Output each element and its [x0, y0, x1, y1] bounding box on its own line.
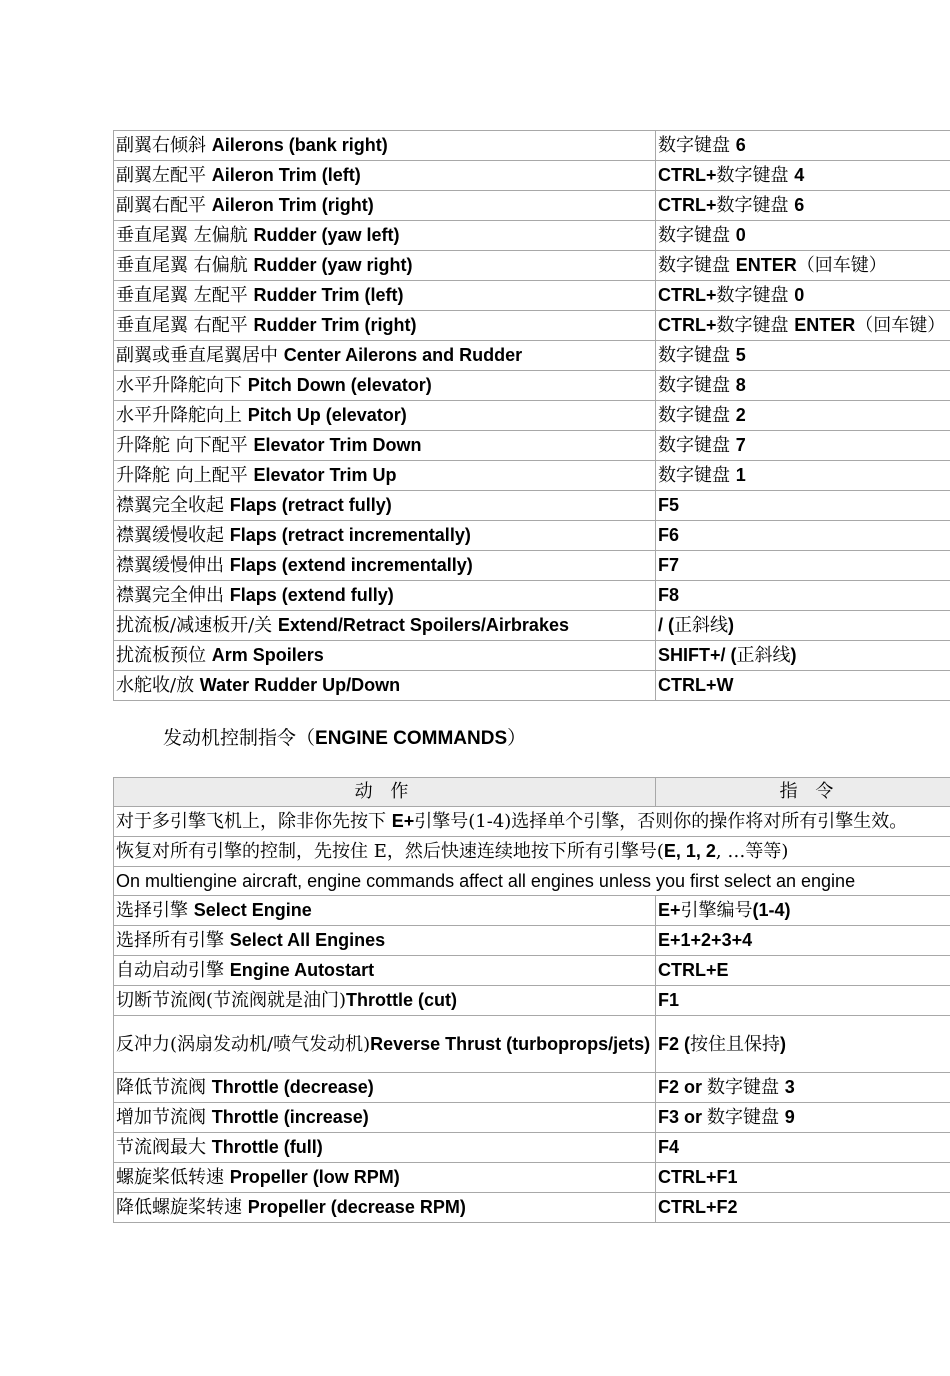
action-en: Throttle (cut) — [346, 990, 458, 1010]
action-cell — [114, 491, 656, 521]
command-cell — [656, 1073, 950, 1103]
note-row-2 — [114, 837, 950, 867]
action-cell — [114, 581, 656, 611]
action-en: Rudder (yaw right) — [253, 255, 413, 275]
command-key2: 3 — [784, 1077, 795, 1097]
action-cn: 切断节流阀(节流阀就是油门) — [116, 990, 347, 1011]
flight-controls-table — [113, 130, 950, 701]
command-key: CTRL+F1 — [658, 1167, 738, 1187]
command-key: / ( — [658, 615, 674, 635]
command-key-post: 数字键盘 — [716, 315, 795, 336]
command-key: 6 — [735, 135, 746, 155]
command-cell — [656, 551, 950, 581]
action-cn: 选择所有引擎 — [116, 930, 230, 951]
action-en: Aileron Trim (right) — [211, 195, 374, 215]
command-key: 7 — [735, 435, 746, 455]
table-row — [114, 131, 950, 161]
note-line-3: On multiengine aircraft, engine commands affect all engines unless you first select an engine — [114, 867, 950, 896]
command-key-post: 数字键盘 — [716, 285, 795, 306]
command-key-post: 正斜线 — [674, 615, 728, 636]
command-key2: 9 — [784, 1107, 795, 1127]
action-en: Propeller (low RPM) — [229, 1167, 400, 1187]
action-cn: 水平升降舵向上 — [116, 405, 248, 426]
engine-commands-table — [113, 777, 950, 1223]
action-en: Flaps (retract incrementally) — [229, 525, 471, 545]
table-row — [114, 161, 950, 191]
action-cn: 增加节流阀 — [116, 1107, 212, 1128]
command-cell — [656, 1133, 950, 1163]
action-en: Aileron Trim (left) — [211, 165, 361, 185]
action-en: Reverse Thrust (turboprops/jets) — [370, 1033, 651, 1054]
command-key: F2 or — [658, 1077, 708, 1097]
command-cell — [656, 311, 950, 341]
action-cn: 降低螺旋桨转速 — [116, 1197, 248, 1218]
header-row — [114, 778, 950, 807]
note-line-2: 恢复对所有引擎的控制，先按住 E，然后快速连续地按下所有引擎号(E, 1, 2, …等等) — [114, 837, 950, 867]
action-en: Extend/Retract Spoilers/Airbrakes — [277, 615, 569, 635]
action-cn: 襟翼缓慢伸出 — [116, 555, 230, 576]
command-key: CTRL+ — [658, 285, 717, 305]
command-key: CTRL+ — [658, 315, 717, 335]
action-en: Throttle (full) — [211, 1137, 323, 1157]
action-cn: 升降舵 向上配平 — [116, 465, 254, 486]
table-row — [114, 1163, 950, 1193]
table-row — [114, 311, 950, 341]
action-en: Engine Autostart — [229, 960, 375, 980]
action-en: Rudder Trim (left) — [253, 285, 404, 305]
table-row — [114, 341, 950, 371]
command-key-post: 正斜线 — [736, 645, 791, 666]
command-key: 5 — [735, 345, 746, 365]
command-key: 8 — [735, 375, 746, 395]
command-key-post: 数字键盘 — [716, 165, 795, 186]
command-key2: 6 — [794, 195, 805, 215]
table-row — [114, 671, 950, 701]
action-en: Rudder Trim (right) — [253, 315, 417, 335]
command-key: E+ — [658, 900, 681, 920]
action-cell — [114, 131, 656, 161]
command-key2: 4 — [794, 165, 805, 185]
action-en: Elevator Trim Up — [253, 465, 397, 485]
action-cn: 升降舵 向下配平 — [116, 435, 254, 456]
command-cell — [656, 1163, 950, 1193]
table-row — [114, 1103, 950, 1133]
action-cn: 降低节流阀 — [116, 1077, 212, 1098]
action-en: Propeller (decrease RPM) — [247, 1197, 466, 1217]
action-cn: 选择引擎 — [116, 900, 194, 921]
action-cell — [114, 1016, 656, 1073]
action-en: Center Ailerons and Rudder — [283, 345, 523, 365]
command-key: F8 — [658, 585, 680, 605]
command-key: F7 — [658, 555, 680, 575]
command-key: E+1+2+3+4 — [658, 930, 753, 950]
table-row — [114, 521, 950, 551]
action-cell — [114, 1193, 656, 1223]
action-cell — [114, 1163, 656, 1193]
action-cn: 垂直尾翼 右配平 — [116, 315, 254, 336]
table-row — [114, 581, 950, 611]
action-cell — [114, 251, 656, 281]
action-en: Flaps (retract fully) — [229, 495, 392, 515]
command-cell — [656, 161, 950, 191]
command-key: F2 ( — [658, 1033, 691, 1054]
command-key-post: 数字键盘 — [716, 195, 795, 216]
action-cell — [114, 341, 656, 371]
command-key: CTRL+ — [658, 165, 717, 185]
command-cell — [656, 956, 950, 986]
action-en: Select Engine — [193, 900, 312, 920]
command-key: 2 — [735, 405, 746, 425]
action-cell — [114, 371, 656, 401]
command-key: F1 — [658, 990, 680, 1010]
command-key: CTRL+W — [658, 675, 734, 695]
command-cell — [656, 251, 950, 281]
command-key: CTRL+F2 — [658, 1197, 738, 1217]
command-key: CTRL+ — [658, 195, 717, 215]
action-cn: 襟翼完全收起 — [116, 495, 230, 516]
command-key-post2: （回车键） — [855, 315, 946, 336]
action-cn: 垂直尾翼 左配平 — [116, 285, 254, 306]
action-cell — [114, 986, 656, 1016]
command-cell — [656, 281, 950, 311]
command-key-cn: 数字键盘 — [707, 1107, 785, 1128]
action-cn: 襟翼缓慢收起 — [116, 525, 230, 546]
action-cell — [114, 521, 656, 551]
action-cell — [114, 956, 656, 986]
note-line-1: 对于多引擎飞机上，除非你先按下 E+引擎号(1-4)选择单个引擎，否则你的操作将对所有引擎生效。 — [114, 807, 950, 837]
table-row — [114, 1193, 950, 1223]
command-key-post: （回车键） — [796, 255, 887, 276]
action-cn: 水平升降舵向下 — [116, 375, 248, 396]
command-key2: (1-4) — [752, 900, 791, 920]
table-row — [114, 491, 950, 521]
engine-heading-en: ENGINE COMMANDS — [315, 728, 508, 749]
action-en: Water Rudder Up/Down — [199, 675, 401, 695]
command-key: 0 — [735, 225, 746, 245]
command-cell — [656, 131, 950, 161]
table-row — [114, 551, 950, 581]
command-cell — [656, 431, 950, 461]
command-cell — [656, 1103, 950, 1133]
action-cell — [114, 671, 656, 701]
command-cell — [656, 401, 950, 431]
action-cn: 扰流板预位 — [116, 645, 212, 666]
command-key-pre: 数字键盘 — [658, 255, 736, 276]
command-key-pre: 数字键盘 — [658, 435, 736, 456]
action-en: Select All Engines — [229, 930, 386, 950]
command-key: ENTER — [735, 255, 797, 275]
command-cell — [656, 521, 950, 551]
command-key: SHIFT+/ ( — [658, 645, 737, 665]
note-row-1 — [114, 807, 950, 837]
action-en: Pitch Down (elevator) — [247, 375, 432, 395]
command-key: CTRL+E — [658, 960, 729, 980]
table-row — [114, 956, 950, 986]
engine-commands-heading — [163, 724, 526, 753]
command-cell — [656, 491, 950, 521]
table-row — [114, 281, 950, 311]
action-en: Pitch Up (elevator) — [247, 405, 407, 425]
command-cell — [656, 461, 950, 491]
note-row-3 — [114, 867, 950, 896]
action-cn: 反冲力(涡扇发动机/喷气发动机) — [116, 1033, 371, 1055]
action-cn: 节流阀最大 — [116, 1137, 212, 1158]
action-cn: 垂直尾翼 右偏航 — [116, 255, 254, 276]
table-row — [114, 641, 950, 671]
action-cn: 水舵收/放 — [116, 675, 200, 696]
action-cn: 副翼或垂直尾翼居中 — [116, 345, 284, 366]
action-cn: 副翼右倾斜 — [116, 135, 212, 156]
engine-heading-cn: 发动机控制指令（ — [163, 727, 316, 749]
command-cell — [656, 671, 950, 701]
action-cell — [114, 191, 656, 221]
command-key-pre: 数字键盘 — [658, 465, 736, 486]
command-key: 1 — [735, 465, 746, 485]
table-row — [114, 926, 950, 956]
command-key: F6 — [658, 525, 680, 545]
action-cell — [114, 221, 656, 251]
command-key-pre: 数字键盘 — [658, 225, 736, 246]
table-row — [114, 1016, 950, 1073]
command-cell — [656, 371, 950, 401]
action-cell — [114, 641, 656, 671]
command-key2: ) — [790, 645, 797, 665]
action-cell — [114, 1103, 656, 1133]
action-cell — [114, 1133, 656, 1163]
command-cell — [656, 1193, 950, 1223]
command-key-pre: 数字键盘 — [658, 345, 736, 366]
command-cell — [656, 341, 950, 371]
table-row — [114, 611, 950, 641]
table-row — [114, 1073, 950, 1103]
command-cell — [656, 896, 950, 926]
action-en: Rudder (yaw left) — [253, 225, 400, 245]
command-key: F3 or — [658, 1107, 708, 1127]
table-row — [114, 896, 950, 926]
table-row — [114, 191, 950, 221]
action-cell — [114, 281, 656, 311]
engine-heading-end: ） — [507, 727, 527, 749]
action-cell — [114, 611, 656, 641]
command-key2: ) — [728, 615, 734, 635]
table-row — [114, 251, 950, 281]
table-row — [114, 431, 950, 461]
action-cell — [114, 161, 656, 191]
command-cell — [656, 221, 950, 251]
command-cell — [656, 581, 950, 611]
command-key-pre: 数字键盘 — [658, 375, 736, 396]
action-cn: 扰流板/减速板开/关 — [116, 615, 278, 636]
command-cell — [656, 926, 950, 956]
action-cell — [114, 926, 656, 956]
action-cn: 螺旋桨低转速 — [116, 1167, 230, 1188]
command-cell — [656, 986, 950, 1016]
action-en: Throttle (increase) — [211, 1107, 369, 1127]
table-row — [114, 986, 950, 1016]
table-row — [114, 401, 950, 431]
action-en: Arm Spoilers — [211, 645, 324, 665]
action-cn: 副翼左配平 — [116, 165, 212, 186]
action-en: Flaps (extend incrementally) — [229, 555, 473, 575]
action-cell — [114, 896, 656, 926]
action-cell — [114, 431, 656, 461]
command-key-cn: 数字键盘 — [707, 1077, 785, 1098]
header-command: 指 令 — [656, 778, 950, 807]
command-key-cn: 引擎编号 — [680, 900, 753, 921]
command-cell — [656, 191, 950, 221]
action-cn: 垂直尾翼 左偏航 — [116, 225, 254, 246]
command-cell — [656, 611, 950, 641]
action-cell — [114, 311, 656, 341]
command-key2: 0 — [794, 285, 805, 305]
command-cell — [656, 1016, 950, 1073]
table-row — [114, 221, 950, 251]
command-key: F4 — [658, 1137, 680, 1157]
command-cell — [656, 641, 950, 671]
action-en: Ailerons (bank right) — [211, 135, 388, 155]
action-cell — [114, 1073, 656, 1103]
header-action: 动 作 — [114, 778, 656, 807]
command-key-pre: 数字键盘 — [658, 405, 736, 426]
command-key2: ) — [780, 1033, 787, 1054]
command-key-cn: 按住且保持 — [690, 1033, 781, 1055]
action-en: Flaps (extend fully) — [229, 585, 394, 605]
action-cn: 副翼右配平 — [116, 195, 212, 216]
table-row — [114, 1133, 950, 1163]
action-en: Elevator Trim Down — [253, 435, 422, 455]
action-cell — [114, 551, 656, 581]
action-cn: 襟翼完全伸出 — [116, 585, 230, 606]
action-cell — [114, 401, 656, 431]
command-key-pre: 数字键盘 — [658, 135, 736, 156]
table-row — [114, 461, 950, 491]
action-en: Throttle (decrease) — [211, 1077, 374, 1097]
command-key2: ENTER — [794, 315, 856, 335]
action-cn: 自动启动引擎 — [116, 960, 230, 981]
table-row — [114, 371, 950, 401]
command-key: F5 — [658, 495, 680, 515]
action-cell — [114, 461, 656, 491]
